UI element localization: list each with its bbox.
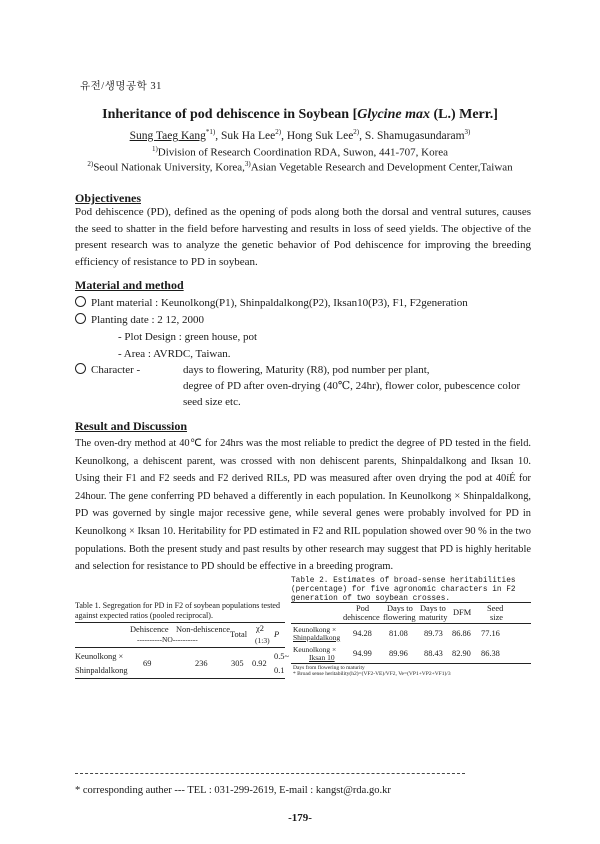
- author-1: Sung Taeg Kang: [129, 129, 206, 142]
- table-2-header-dfm: DFM: [453, 608, 472, 617]
- table-1-header-chi: χ2: [256, 624, 264, 633]
- table-2-row-1-label-2: Shinpaldalkong: [293, 633, 341, 642]
- results-heading: Result and Discussion: [75, 419, 188, 433]
- character-text-3: seed size etc.: [183, 396, 241, 408]
- character-label: Character -: [91, 364, 141, 376]
- affiliation-3-mark: 3): [244, 160, 251, 168]
- table-1-top-rule: [75, 622, 285, 623]
- affiliation-1-mark: 1): [151, 145, 158, 153]
- table-1-chi-value: 0.92: [252, 659, 267, 668]
- table-1-header-ratio: (1:3): [255, 636, 270, 645]
- table-1: [75, 622, 289, 692]
- affiliation-2-text: Seoul Nationak University, Korea,: [93, 161, 245, 174]
- table-1-caption: Table 1. Segregation for PD in F2 of soybean populations tested against expected ratios (pooled reciprocal).: [75, 601, 280, 620]
- plot-design-line: - Plot Design : green house, pot: [118, 331, 258, 343]
- paper-title: [0, 107, 600, 123]
- author-2: , Suk Ha Lee: [215, 129, 276, 142]
- title-suffix: (L.) Merr.]: [429, 107, 498, 122]
- table-2: [291, 602, 531, 682]
- character-text-1: days to flowering, Maturity (R8), pod number per plant,: [183, 364, 430, 376]
- table-2-header-dtf-2: flowering: [383, 613, 416, 622]
- table-1-header-p: P: [274, 630, 280, 639]
- affiliation-1: [0, 145, 600, 159]
- table-1-row-label-2: Shinpaldalkong: [75, 666, 128, 675]
- affiliation-2: [0, 160, 600, 174]
- table-2-header-dtm-1: Days to: [420, 604, 446, 613]
- table-2-row-1-label-1: Keunolkong ×: [293, 625, 337, 634]
- table-2-row-2-dtm: 88.43: [424, 649, 443, 658]
- table-2-row-2-label-2: Iksan 10: [309, 653, 335, 662]
- table-2-row-1-pod: 94.28: [353, 629, 372, 638]
- character-line: [75, 362, 140, 378]
- table-1-bottom-rule: [75, 678, 285, 679]
- table-2-note-1: Days from flowering to maturity: [293, 665, 365, 671]
- table-1-p-value-1: 0.5~: [274, 652, 289, 661]
- table-2-row-2-dtf: 89.96: [389, 649, 408, 658]
- table-1-header-dehiscence: Dehiscence: [130, 625, 169, 634]
- table-2-row-1-dtf: 81.08: [389, 629, 408, 638]
- table-1-nondehiscence-value: 236: [195, 659, 208, 668]
- table-2-caption: Table 2. Estimates of broad-sense heritabilities (percentage) for five agronomic characters in F2 generation of two soybean crosses.: [291, 577, 516, 603]
- affiliation-3-text: Asian Vegetable Research and Development Center,Taiwan: [250, 161, 513, 174]
- table-2-header-seed-2: size: [490, 613, 504, 622]
- table-1-header-no: ----------NO----------: [137, 635, 198, 644]
- affiliation-1-text: Division of Research Coordination RDA, Suwon, 441-707, Korea: [157, 146, 449, 159]
- table-1-header-nondehiscence: Non-dehiscence: [176, 625, 230, 634]
- planting-date-text: Planting date : 2 12, 2000: [91, 314, 205, 326]
- corresponding-author-note: * corresponding auther --- TEL : 031-299-2619, E-mail : kangst@rda.go.kr: [75, 785, 391, 796]
- table-2-header-pod-1: Pod: [356, 604, 370, 613]
- author-4: , S. Shamugasundaram: [359, 129, 465, 142]
- objectives-heading: Objectivenes: [75, 191, 141, 205]
- author-2-mark: 2): [275, 128, 282, 136]
- affiliation-2-mark: 2): [87, 160, 94, 168]
- results-paragraph: The oven-dry method at 40℃ for 24hrs was the most reliable to predict the degree of PD tested in the field. Keunolkong, a dehiscent parent, was crossed with non dehiscent parents, Shinpaldalkong and Iksan 10. Using their F1 and F2 seeds and F2 derived RILs, PD was measured after oven drying the pod at 40íÉ for 24hour. The gene conferring PD behaved a differently in each population. In Keunolkong × Shinpaldalkong, PD was governed by single major recessive gene, while several genes were probably involved for PD in Keunolkong × Iksan 10. Heritability for PD estimated in F2 and RIL population showed over 90 % in the two populations. Both the present study and past results by other research may suggest that PD is highly heritable and selection for resistance to PD should be effective in a breeding program.: [75, 438, 531, 573]
- table-1-total-value: 305: [231, 659, 244, 668]
- planting-date-line: [75, 312, 204, 328]
- table-1-header-rule: [75, 647, 285, 648]
- objectives-paragraph: Pod dehiscence (PD), defined as the opening of pods along both the dorsal and ventral sutures, causes the seed to shatter in the field before harvesting and results in loss of seed yields. The objective of the present research was to analyze the genetic behavior of Pod dehiscence for improving the breeding efficiency of resistance to PD in soybean.: [75, 206, 531, 268]
- section-tag: 유전/생명공학 31: [80, 81, 162, 92]
- table-2-header-rule: [291, 623, 531, 624]
- title-prefix: Inheritance of pod dehiscence in Soybean [: [102, 107, 358, 122]
- author-1-mark: *1): [205, 128, 216, 136]
- table-2-header-seed-1: Seed: [487, 604, 504, 613]
- table-2-header-pod-2: dehiscence: [343, 613, 380, 622]
- bullet-circle-icon: [75, 313, 86, 324]
- table-2-row-1-dfm: 86.86: [452, 629, 471, 638]
- footnote-divider: [75, 773, 465, 774]
- table-2-row-1-seed: 77.16: [481, 629, 500, 638]
- title-species: Glycine max: [357, 107, 430, 122]
- table-1-row-label-1: Keunolkong ×: [75, 652, 124, 661]
- bullet-circle-icon: [75, 363, 86, 374]
- table-1-header-total: Total: [230, 630, 248, 639]
- table-1-dehiscence-value: 69: [143, 659, 152, 668]
- bullet-circle-icon: [75, 296, 86, 307]
- table-2-top-rule: [291, 602, 531, 603]
- table-1-p-value-2: 0.1: [274, 666, 285, 675]
- plant-material-line: [75, 295, 468, 311]
- table-2-note-2: * Broad sense heritability(h2)=(VF2-VE)/VF2, Ve=(VP1+VP2+VF1)/3: [293, 671, 451, 677]
- page-number: -179-: [288, 812, 312, 824]
- author-list: [0, 128, 600, 142]
- table-2-row-2-label-1: Keunolkong ×: [293, 645, 337, 654]
- table-2-bottom-rule: [291, 663, 531, 664]
- area-line: - Area : AVRDC, Taiwan.: [118, 348, 231, 360]
- methods-heading: Material and method: [75, 278, 184, 292]
- table-2-header-dtf-1: Days to: [387, 604, 413, 613]
- plant-material-text: Plant material : Keunolkong(P1), Shinpaldalkong(P2), Iksan10(P3), F1, F2generation: [91, 297, 468, 309]
- table-2-row-2-dfm: 82.90: [452, 649, 471, 658]
- table-2-header-dtm-2: maturity: [419, 613, 448, 622]
- author-3-mark: 2): [353, 128, 360, 136]
- author-3: , Hong Suk Lee: [281, 129, 354, 142]
- character-text-2: degree of PD after oven-drying (40℃, 24hr), flower color, pubescence color: [183, 380, 521, 392]
- table-2-row-1-dtm: 89.73: [424, 629, 443, 638]
- table-2-row-2-pod: 94.99: [353, 649, 372, 658]
- author-4-mark: 3): [464, 128, 471, 136]
- table-2-row-2-seed: 86.38: [481, 649, 500, 658]
